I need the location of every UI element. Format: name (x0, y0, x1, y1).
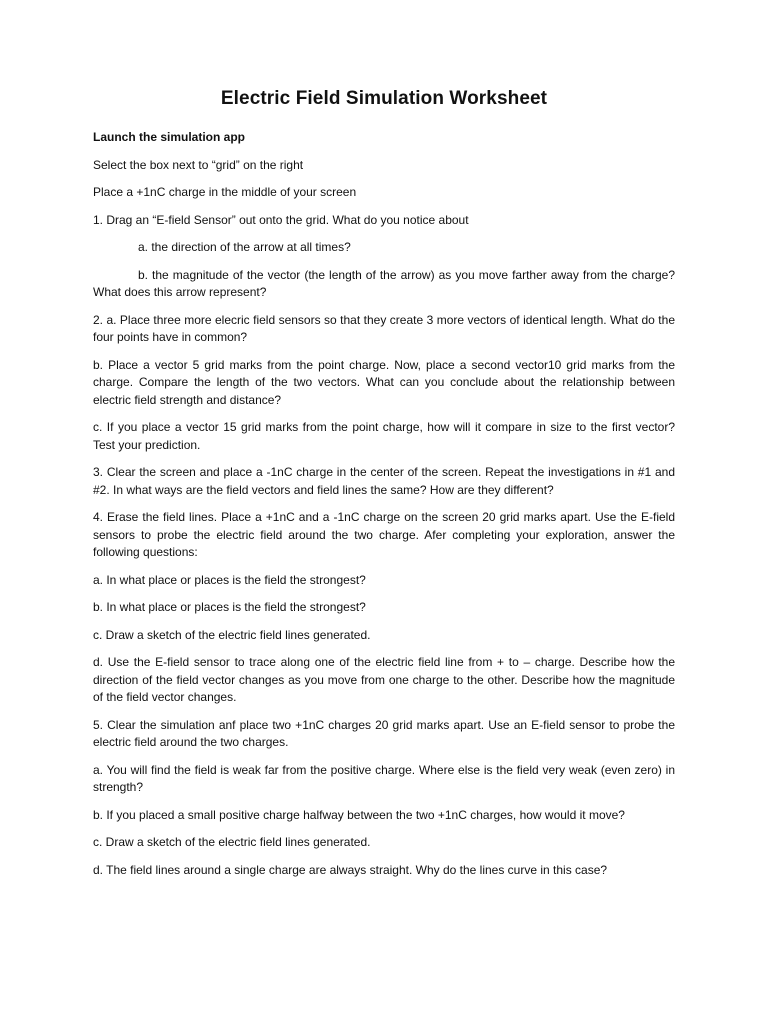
question-5b: b. If you placed a small positive charge halfway between the two +1nC charges, how would it move? (93, 807, 625, 822)
question-5a: a. You will find the field is weak far from the positive charge. Where else is the field very weak (even zero) in strength? (93, 762, 675, 794)
question-5: 5. Clear the simulation anf place two +1nC charges 20 grid marks apart. Use an E-field sensor to probe the electric field around the two charges. (93, 717, 675, 749)
instruction-place-charge: Place a +1nC charge in the middle of your screen (93, 185, 357, 199)
question-2a: 2. a. Place three more elecric field sensors so that they create 3 more vectors of identical length. What do the four points have in common? (93, 312, 675, 344)
question-1b: b. the magnitude of the vector (the length of the arrow) as you move farther away from the charge? What does this arrow represent? (93, 267, 675, 299)
question-2b: b. Place a vector 5 grid marks from the point charge. Now, place a second vector10 grid marks from the charge. Compare the length of the two vectors. What can you conclude about the relationship between electric field strength and distance? (93, 357, 675, 407)
question-5d: d. The field lines around a single charge are always straight. Why do the lines curve in this case? (93, 862, 608, 877)
question-5c: c. Draw a sketch of the electric field lines generated. (93, 835, 371, 849)
question-1: 1. Drag an “E-field Sensor” out onto the grid. What do you notice about (93, 212, 469, 227)
question-2c: c. If you place a vector 15 grid marks from the point charge, how will it compare in size to the first vector? Test your prediction. (93, 420, 675, 452)
question-1a: a. the direction of the arrow at all times? (138, 240, 351, 254)
worksheet-page (93, 88, 675, 889)
question-3: 3. Clear the screen and place a -1nC charge in the center of the screen. Repeat the investigations in #1 and #2. In what ways are the field vectors and field lines the same? How are they different? (93, 465, 675, 497)
question-4d: d. Use the E-field sensor to trace along one of the electric field line from + to – charge. Describe how the direction of the field vector changes as you move from one charge to the other. Describe how the magnitude of the field vector changes. (93, 655, 675, 704)
instruction-launch: Launch the simulation app (93, 130, 246, 144)
question-4c: c. Draw a sketch of the electric field lines generated. (93, 627, 371, 642)
question-4a: a. In what place or places is the field the strongest? (93, 572, 366, 587)
question-4: 4. Erase the field lines. Place a +1nC and a -1nC charge on the screen 20 grid marks apart. Use the E-field sensors to probe the electric field around the two charge. Afer completing your exploration, answer the following questions: (93, 510, 675, 559)
instruction-grid: Select the box next to “grid” on the right (93, 157, 304, 172)
document-title: Electric Field Simulation Worksheet (220, 88, 548, 109)
question-4b: b. In what place or places is the field the strongest? (93, 600, 366, 614)
